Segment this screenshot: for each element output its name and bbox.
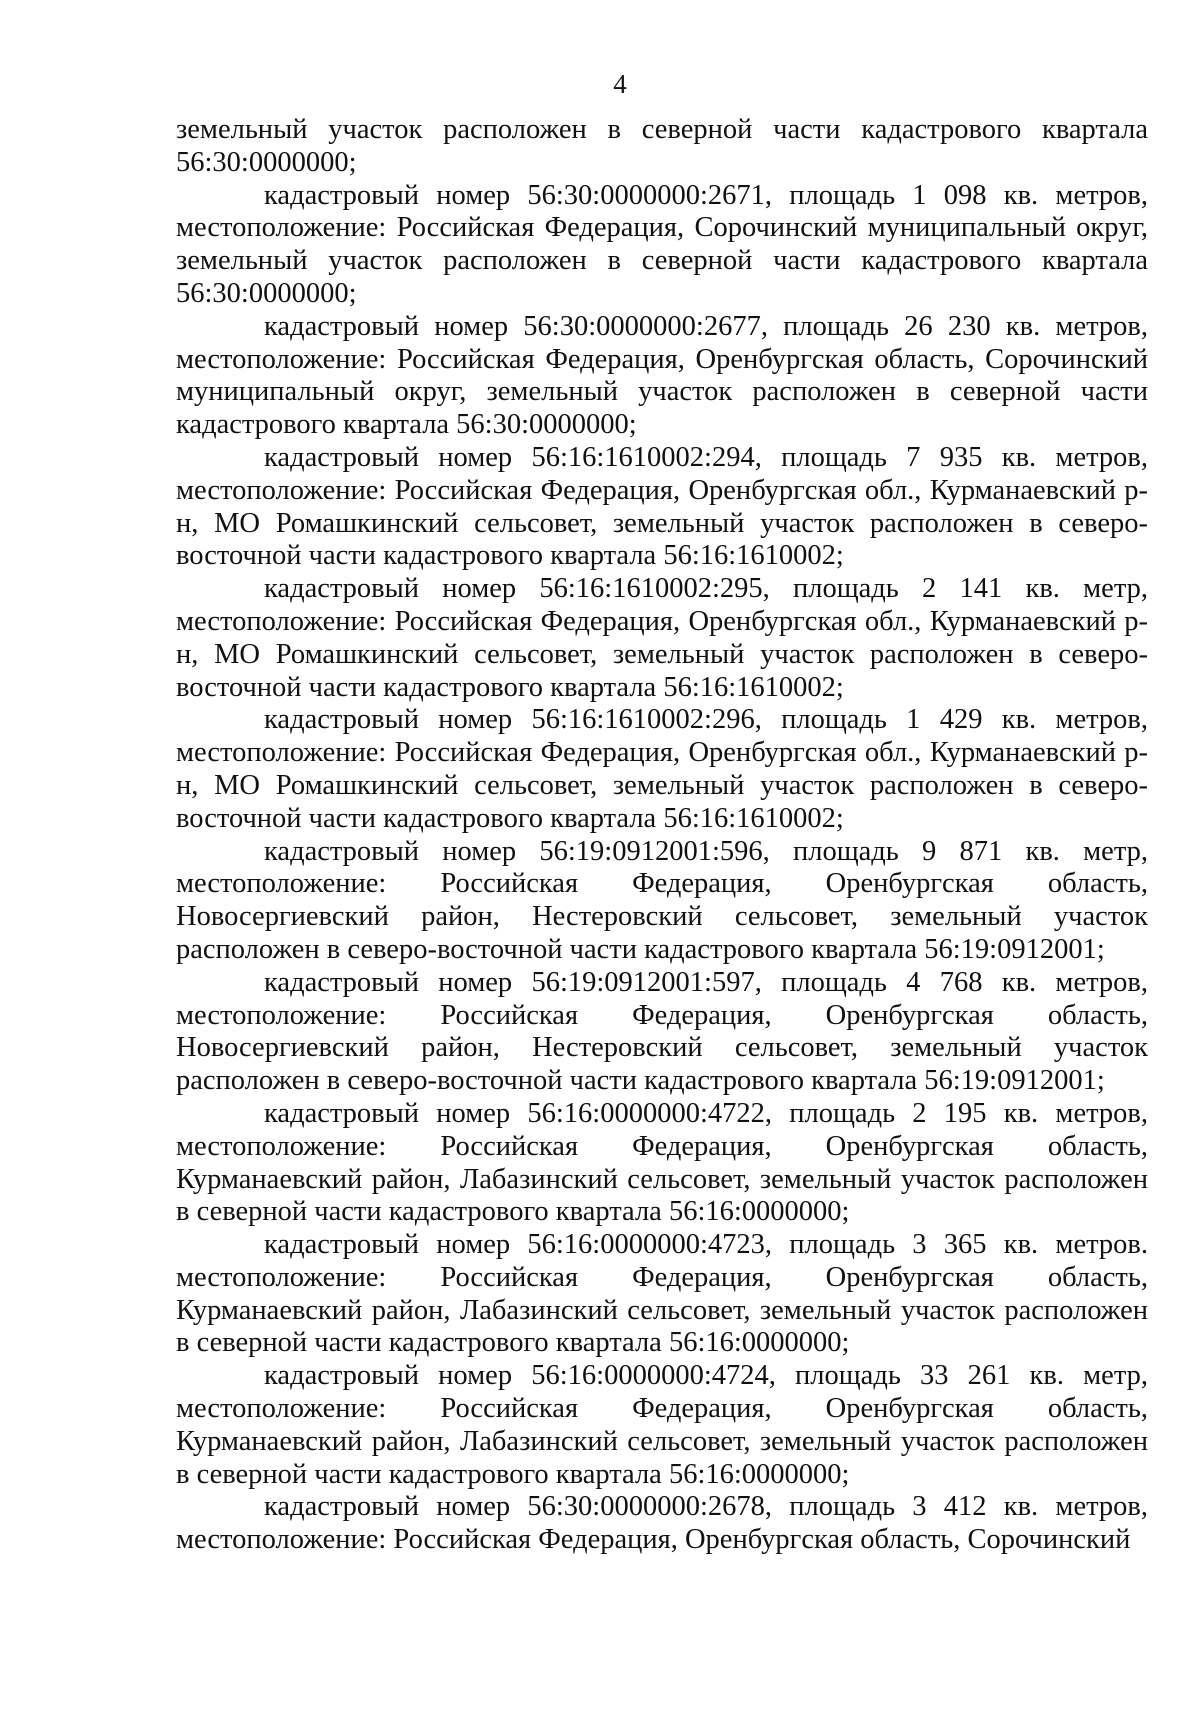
paragraph-parcel-296: кадастровый номер 56:16:1610002:296, площадь 1 429 кв. метров, местоположение: Российская Федерация, Оренбургская обл., Курманаевский р-н, МО Ромашкинский сельсовет, земельный участок расположен в северо-восточной части кадастрового квартала 56:16:1610002; xyxy=(176,704,1148,834)
page-number: 4 xyxy=(613,69,627,99)
paragraph-parcel-295: кадастровый номер 56:16:1610002:295, площадь 2 141 кв. метр, местоположение: Российская Федерация, Оренбургская обл., Курманаевский р-н, МО Ромашкинский сельсовет, земельный участок расположен в северо-восточной части кадастрового квартала 56:16:1610002; xyxy=(176,573,1148,703)
paragraph-parcel-2678: кадастровый номер 56:30:0000000:2678, площадь 3 412 кв. метров, местоположение: Российская Федерация, Оренбургская область, Сорочинский xyxy=(176,1491,1148,1556)
paragraph-parcel-4723: кадастровый номер 56:16:0000000:4723, площадь 3 365 кв. метров. местоположение: Российская Федерация, Оренбургская область, Курманаевский район, Лабазинский сельсовет, земельный участок расположен в северной части кадастрового квартала 56:16:0000000; xyxy=(176,1229,1148,1359)
paragraph-parcel-294: кадастровый номер 56:16:1610002:294, площадь 7 935 кв. метров, местоположение: Российская Федерация, Оренбургская обл., Курманаевский р-н, МО Ромашкинский сельсовет, земельный участок расположен в северо-восточной части кадастрового квартала 56:16:1610002; xyxy=(176,441,1148,572)
paragraph-continuation: земельный участок расположен в северной части кадастрового квартала 56:30:0000000; xyxy=(176,114,1148,178)
paragraph-parcel-4724: кадастровый номер 56:16:0000000:4724, площадь 33 261 кв. метр, местоположение: Российская Федерация, Оренбургская область, Курманаевский район, Лабазинский сельсовет, земельный участок расположен в северной части кадастрового квартала 56:16:0000000; xyxy=(176,1360,1148,1490)
document-body xyxy=(176,114,1148,1557)
paragraph-parcel-2671: кадастровый номер 56:30:0000000:2671, площадь 1 098 кв. метров, местоположение: Российская Федерация, Сорочинский муниципальный округ, земельный участок расположен в северной части кадастрового квартала 56:30:0000000; xyxy=(176,179,1148,309)
paragraph-parcel-597: кадастровый номер 56:19:0912001:597, площадь 4 768 кв. метров, местоположение: Российская Федерация, Оренбургская область, Новосергиевский район, Нестеровский сельсовет, земельный участок расположен в северо-восточной части кадастрового квартала 56:19:0912001; xyxy=(176,966,1148,1097)
paragraph-parcel-596: кадастровый номер 56:19:0912001:596, площадь 9 871 кв. метр, местоположение: Российская Федерация, Оренбургская область, Новосергиевский район, Нестеровский сельсовет, земельный участок расположен в северо-восточной части кадастрового квартала 56:19:0912001; xyxy=(176,835,1148,965)
paragraph-parcel-2677: кадастровый номер 56:30:0000000:2677, площадь 26 230 кв. метров, местоположение: Российская Федерация, Оренбургская область, Сорочинский муниципальный округ, земельный участок расположен в северной части кадастрового квартала 56:30:0000000; xyxy=(176,310,1148,441)
paragraph-parcel-4722: кадастровый номер 56:16:0000000:4722, площадь 2 195 кв. метров, местоположение: Российская Федерация, Оренбургская область, Курманаевский район, Лабазинский сельсовет, земельный участок расположен в северной части кадастрового квартала 56:16:0000000; xyxy=(176,1097,1148,1228)
